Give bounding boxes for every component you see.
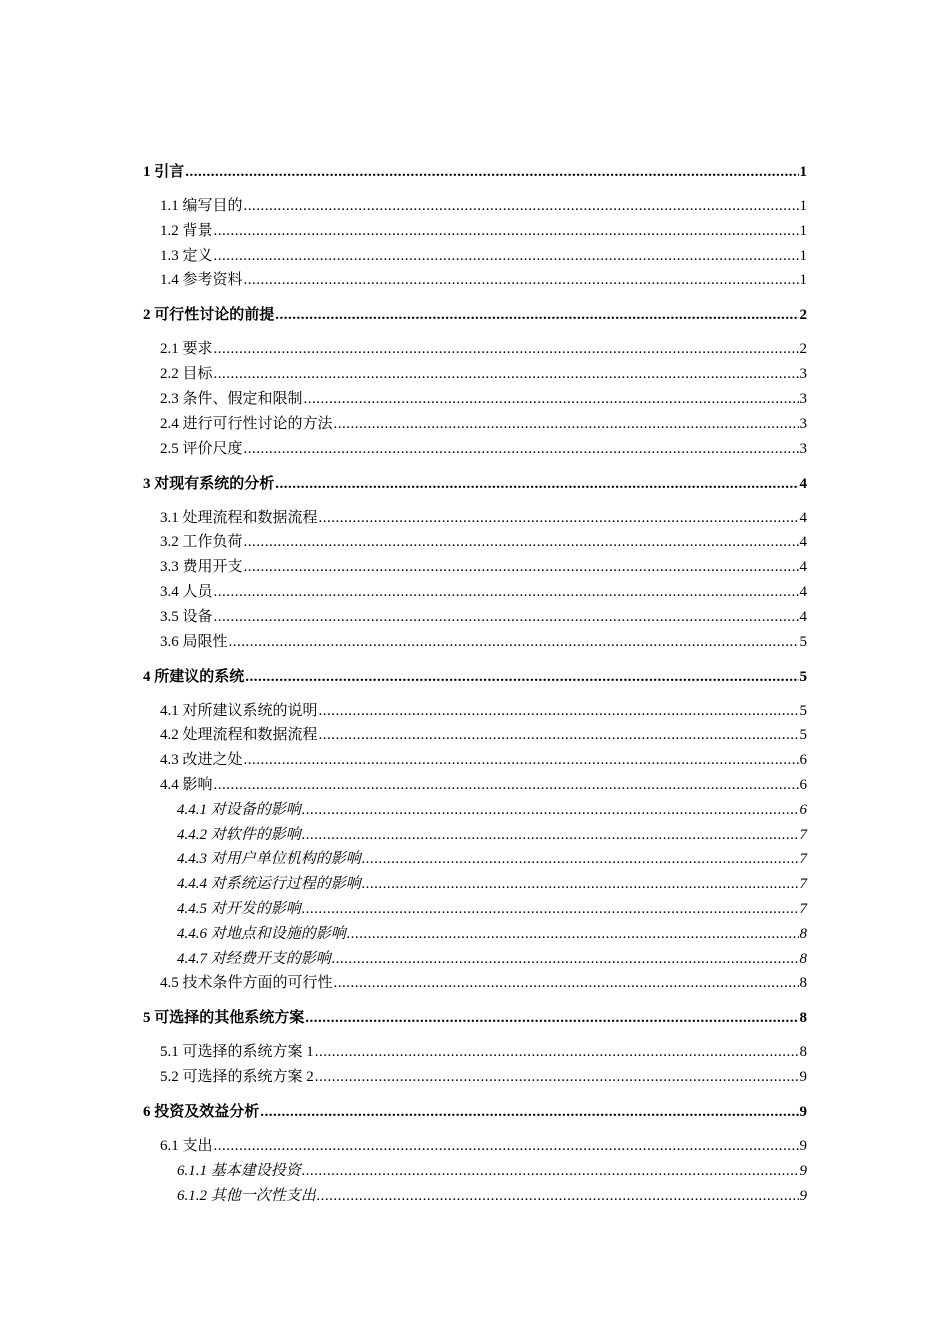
toc-dot-leader [244,439,799,459]
toc-page-number: 8 [799,1044,807,1061]
toc-dot-leader [185,162,798,182]
toc-entry-label: 1.3 定义 [160,247,213,264]
toc-chapter-entry[interactable] [143,1102,807,1122]
toc-page-number: 1 [799,222,807,239]
toc-subsection-entry[interactable] [177,825,807,845]
toc-dot-leader [214,221,799,241]
toc-page-number: 9 [799,1069,807,1086]
toc-page-number: 8 [799,950,807,967]
toc-page-number: 1 [799,247,807,264]
toc-dot-leader [304,389,799,409]
toc-page-number: 4 [799,608,807,625]
toc-entry-label: 6.1.1 基本建设投资 [177,1163,301,1179]
toc-section-entry[interactable] [160,389,807,409]
toc-entry-label: 4.3 改进之处 [160,752,243,769]
toc-subsection-entry[interactable] [177,1186,807,1206]
toc-entry-label: 4.4.7 对经费开支的影响 [177,950,331,967]
toc-dot-leader [302,1161,799,1181]
toc-page-number: 3 [799,415,807,432]
toc-entry-label: 1.1 编写目的 [160,198,243,214]
toc-page-number: 6 [799,752,807,769]
toc-page-number: 3 [799,391,807,407]
toc-dot-leader [214,775,799,795]
toc-entry-label: 3.6 局限性 [160,633,228,650]
toc-page-number: 4 [799,534,807,551]
toc-page-number: 7 [799,826,807,843]
toc-page-number: 3 [799,440,807,457]
toc-section-entry[interactable] [160,1042,807,1062]
toc-section-entry[interactable] [160,364,807,384]
toc-dot-leader [315,1067,799,1087]
toc-entry-label: 3.2 工作负荷 [160,534,243,551]
toc-dot-leader [302,825,799,845]
toc-entry-label: 4.4.2 对软件的影响 [177,826,301,843]
toc-section-entry[interactable] [160,750,807,770]
toc-page-number: 8 [799,975,807,992]
toc-dot-leader [347,924,799,944]
toc-entry-label: 2.3 条件、假定和限制 [160,391,303,407]
toc-dot-leader [214,364,799,384]
toc-dot-leader [362,874,799,894]
toc-subsection-entry[interactable] [177,949,807,969]
toc-entry-label: 4.5 技术条件方面的可行性 [160,975,333,992]
toc-entry-label: 6.1.2 其他一次性支出 [177,1187,316,1204]
toc-entry-label: 4.4.3 对用户单位机构的影响 [177,851,361,868]
toc-page-number: 7 [799,851,807,868]
toc-page-number: 4 [799,584,807,600]
toc-chapter-entry[interactable] [143,305,807,325]
toc-entry-label: 4.1 对所建议系统的说明 [160,702,318,719]
toc-page-number: 9 [799,1163,807,1179]
toc-entry-label: 4 所建议的系统 [143,668,245,685]
toc-dot-leader [302,800,799,820]
toc-entry-label: 6 投资及效益分析 [143,1104,260,1121]
toc-section-entry[interactable] [160,414,807,434]
toc-entry-label: 1 引言 [143,164,185,180]
toc-dot-leader [317,1186,799,1206]
toc-page-number: 1 [799,164,807,180]
toc-page-number: 1 [799,272,807,289]
toc-subsection-entry[interactable] [177,849,807,869]
toc-dot-leader [214,339,799,359]
toc-subsection-entry[interactable] [177,874,807,894]
toc-section-entry[interactable] [160,582,807,602]
toc-section-entry[interactable] [160,973,807,993]
toc-page-number: 7 [799,901,807,917]
toc-dot-leader [244,557,799,577]
toc-chapter-entry[interactable] [143,1008,807,1028]
toc-page-number: 5 [799,633,807,650]
toc-dot-leader [244,270,799,290]
toc-section-entry[interactable] [160,607,807,627]
toc-page-number: 9 [799,1138,807,1155]
toc-entry-label: 4.4 影响 [160,777,213,793]
toc-entry-label: 3.1 处理流程和数据流程 [160,509,318,526]
toc-page-number: 9 [799,1104,807,1121]
toc-entry-label: 1.2 背景 [160,222,213,239]
toc-dot-leader [319,701,799,721]
toc-page-number: 4 [799,559,807,576]
toc-dot-leader [214,1136,799,1156]
toc-dot-leader [275,474,798,494]
toc-entry-label: 2.2 目标 [160,366,213,383]
toc-dot-leader [244,750,799,770]
toc-dot-leader [315,1042,799,1062]
toc-page-number: 8 [799,1010,807,1027]
toc-dot-leader [245,667,798,687]
toc-page-number: 4 [799,509,807,526]
toc-section-entry[interactable] [160,775,807,795]
toc-dot-leader [244,532,799,552]
toc-page-number: 9 [799,1187,807,1204]
toc-dot-leader [319,508,799,528]
toc-entry-label: 5 可选择的其他系统方案 [143,1010,305,1027]
toc-section-entry[interactable] [160,632,807,652]
toc-dot-leader [229,632,799,652]
toc-subsection-entry[interactable] [177,1161,807,1181]
toc-entry-label: 1.4 参考资料 [160,272,243,289]
toc-dot-leader [214,582,799,602]
toc-chapter-entry[interactable] [143,667,807,687]
toc-section-entry[interactable] [160,339,807,359]
toc-entry-label: 2 可行性讨论的前提 [143,307,275,324]
toc-section-entry[interactable] [160,196,807,216]
toc-chapter-entry[interactable] [143,162,807,182]
toc-page-number: 6 [799,801,807,818]
toc-dot-leader [319,725,799,745]
toc-section-entry[interactable] [160,439,807,459]
toc-page-number: 7 [799,876,807,893]
toc-entry-label: 4.2 处理流程和数据流程 [160,727,318,744]
toc-dot-leader [332,949,799,969]
toc-page-number: 3 [799,366,807,383]
toc-entry-label: 2.1 要求 [160,341,213,358]
toc-chapter-entry[interactable] [143,474,807,494]
toc-entry-label: 6.1 支出 [160,1138,213,1155]
toc-entry-label: 4.4.1 对设备的影响 [177,801,301,818]
toc-section-entry[interactable] [160,557,807,577]
toc-page-number: 1 [799,198,807,214]
toc-section-entry[interactable] [160,532,807,552]
toc-page-number: 2 [799,341,807,358]
toc-dot-leader [214,246,799,266]
toc-section-entry[interactable] [160,1136,807,1156]
toc-page-number: 2 [799,307,807,324]
toc-dot-leader [302,899,799,919]
toc-section-entry[interactable] [160,270,807,290]
toc-entry-label: 3.5 设备 [160,608,213,625]
toc-entry-label: 2.5 评价尺度 [160,440,243,457]
toc-entry-label: 5.1 可选择的系统方案 1 [160,1044,314,1061]
toc-entry-label: 3 对现有系统的分析 [143,475,275,492]
toc-entry-label: 3.4 人员 [160,584,213,600]
toc-dot-leader [362,849,799,869]
toc-section-entry[interactable] [160,221,807,241]
toc-entry-label: 4.4.6 对地点和设施的影响 [177,925,346,942]
toc-entry-label: 5.2 可选择的系统方案 2 [160,1069,314,1086]
toc-section-entry[interactable] [160,246,807,266]
toc-entry-label: 2.4 进行可行性讨论的方法 [160,415,333,432]
toc-page-number: 5 [799,727,807,744]
toc-dot-leader [244,196,799,216]
toc-entry-label: 3.3 费用开支 [160,559,243,576]
toc-dot-leader [334,414,799,434]
toc-page-number: 6 [799,777,807,793]
toc-dot-leader [214,607,799,627]
toc-page-number: 4 [799,475,807,492]
toc-section-entry[interactable] [160,725,807,745]
toc-entry-label: 4.4.5 对开发的影响 [177,901,301,917]
toc-section-entry[interactable] [160,701,807,721]
toc-subsection-entry[interactable] [177,924,807,944]
toc-dot-leader [305,1008,798,1028]
toc-dot-leader [260,1102,798,1122]
toc-section-entry[interactable] [160,508,807,528]
toc-subsection-entry[interactable] [177,899,807,919]
toc-page-number: 5 [799,702,807,719]
toc-dot-leader [275,305,798,325]
toc-subsection-entry[interactable] [177,800,807,820]
toc-section-entry[interactable] [160,1067,807,1087]
toc-entry-label: 4.4.4 对系统运行过程的影响 [177,876,361,893]
toc-dot-leader [334,973,799,993]
toc-page-number: 5 [799,668,807,685]
toc-page-number: 8 [799,925,807,942]
